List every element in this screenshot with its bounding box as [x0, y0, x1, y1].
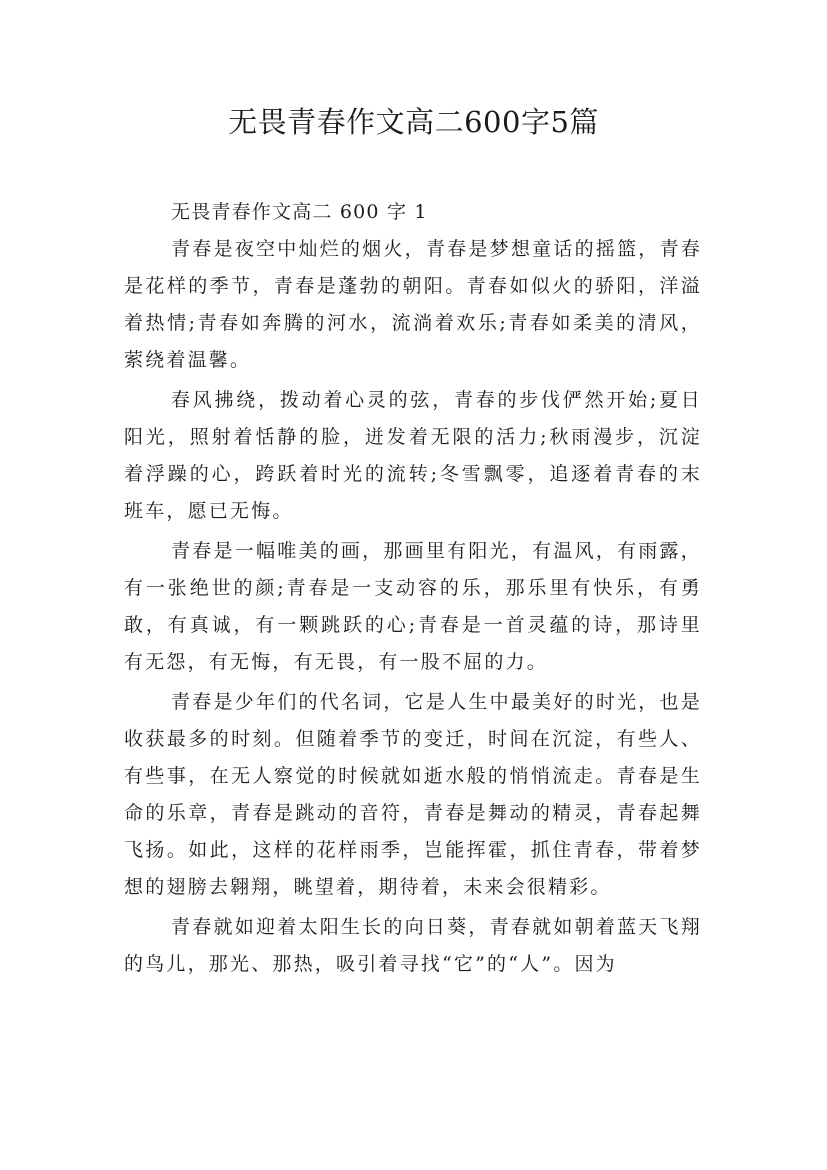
paragraph-4: 青春是少年们的代名词，它是人生中最美好的时光，也是收获最多的时刻。但随着季节的变迁，时间在沉淀，有些人、有些事，在无人察觉的时候就如逝水般的悄悄流走。青春是生命的乐章，青春是跳动的音符，青春是舞动的精灵，青春起舞飞扬。如此，这样的花样雨季，岂能挥霍，抓住青春，带着梦想的翅膀去翱翔，眺望着，期待着，未来会很精彩。: [124, 691, 702, 898]
paragraph-1: 青春是夜空中灿烂的烟火，青春是梦想童话的摇篮，青春是花样的季节，青春是蓬勃的朝阳。青春如似火的骄阳，洋溢着热情;青春如奔腾的河水，流淌着欢乐;青春如柔美的清风，萦绕着温馨。: [124, 238, 702, 371]
paragraph-5: 青春就如迎着太阳生长的向日葵，青春就如朝着蓝天飞翔的鸟儿，那光、那热，吸引着寻找“它”的“人”。因为: [124, 916, 702, 975]
paragraph-2: 春风拂绕，拨动着心灵的弦，青春的步伐俨然开始;夏日阳光，照射着恬静的脸，迸发着无限的活力;秋雨漫步，沉淀着浮躁的心，跨跃着时光的流转;冬雪飘零，追逐着青春的末班车，愿已无悔。: [124, 389, 702, 522]
document-title: 无畏青春作文高二600字5篇: [228, 105, 599, 139]
essay-heading: 无畏青春作文高二 600 字 1: [171, 201, 428, 223]
document-body: [124, 194, 702, 983]
paragraph-3: 青春是一幅唯美的画，那画里有阳光，有温风，有雨露，有一张绝世的颜;青春是一支动容的乐，那乐里有快乐，有勇敢，有真诚，有一颗跳跃的心;青春是一首灵蕴的诗，那诗里有无怨，有无悔，有无畏，有一股不屈的力。: [124, 540, 702, 673]
